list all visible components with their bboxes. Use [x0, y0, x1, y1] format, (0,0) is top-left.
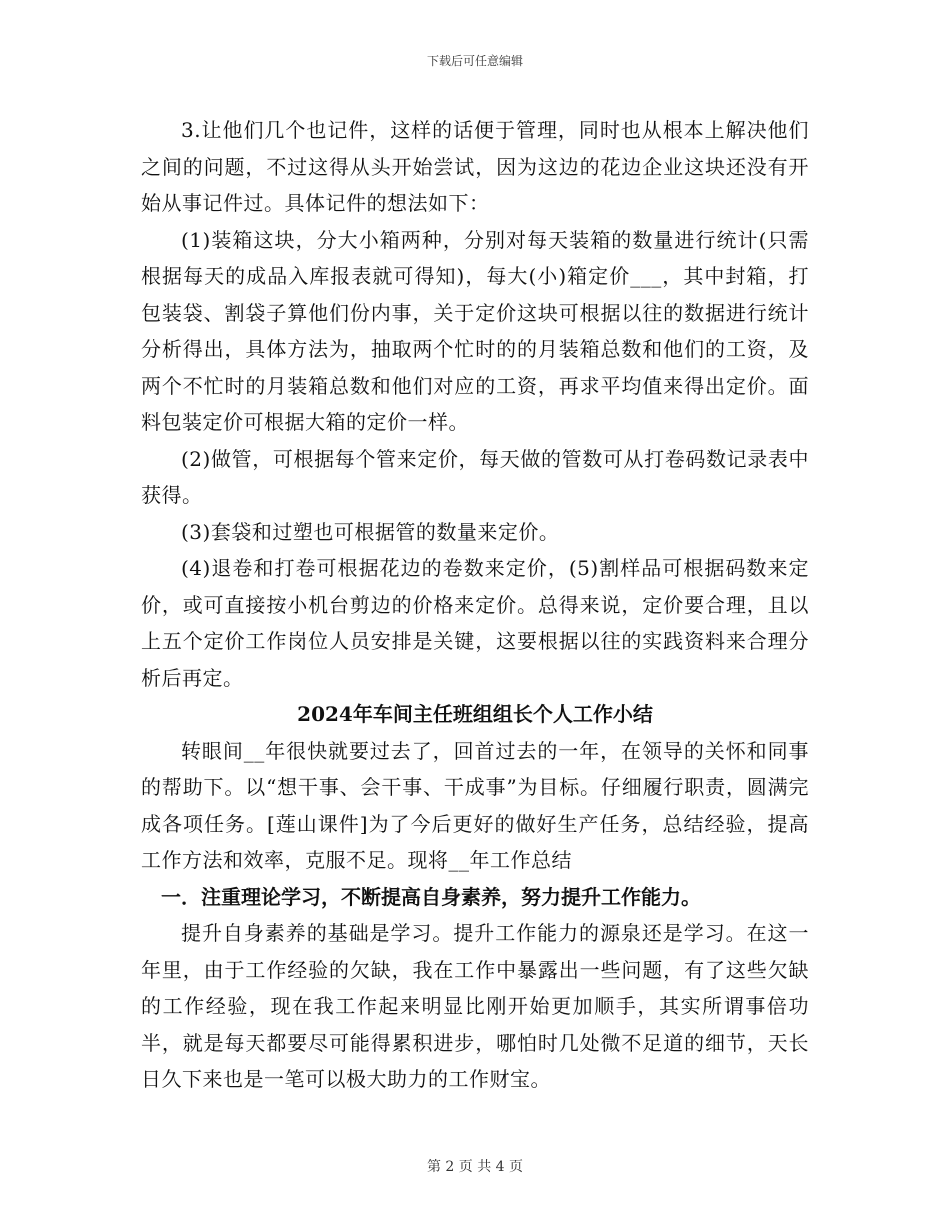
paragraph-packing: (1)装箱这块，分大小箱两种，分别对每天装箱的数量进行统计(只需根据每天的成品入库报表就可得知)，每大(小)箱定价___，其中封箱，打包装袋、割袋子算他们份内事，关于定价这块可根据以往的数据进行统计分析得出，具体方法为，抽取两个忙时的的月装箱总数和他们的工资，及两个不忙时的月装箱总数和他们对应的工资，再求平均值来得出定价。面料包装定价可根据大箱的定价一样。	[141, 227, 809, 434]
paragraph-bagging: (3)套袋和过塑也可根据管的数量来定价。	[181, 519, 560, 544]
page-header: 下载后可任意编辑	[426, 54, 523, 68]
document-title: 2024年车间主任班组组长个人工作小结	[297, 702, 653, 726]
paragraph-tube-making: (2)做管，可根据每个管来定价，每天做的管数可从打卷码数记录表中获得。	[141, 446, 809, 507]
document-body	[141, 112, 809, 1098]
paragraph-learning: 提升自身素养的基础是学习。提升工作能力的源泉还是学习。在这一年里，由于工作经验的欠缺，我在工作中暴露出一些问题，有了这些欠缺的工作经验，现在我工作起来明显比刚开始更加顺手，其实所谓事倍功半，就是每天都要尽可能得累积进步，哪怕时几处微不足道的细节，天长日久下来也是一笔可以极大助力的工作财宝。	[141, 921, 809, 1091]
paragraph-intro: 转眼间__年很快就要过去了，回首过去的一年，在领导的关怀和同事的帮助下。以“想干事、会干事、干成事”为目标。仔细履行职责，圆满完成各项任务。[莲山课件]为了今后更好的做好生产任务，总结经验，提高工作方法和效率，克服不足。现将__年工作总结	[141, 738, 809, 872]
page-footer: 第 2 页 共 4 页	[426, 1159, 524, 1175]
section-heading-1: 一．注重理论学习，不断提高自身素养，努力提升工作能力。	[161, 884, 701, 909]
paragraph-item-3: 3.让他们几个也记件，这样的话便于管理，同时也从根本上解决他们之间的问题，不过这得从头开始尝试，因为这边的花边企业这块还没有开始从事记件过。具体记件的想法如下：	[141, 118, 809, 215]
paragraph-rolling: (4)退卷和打卷可根据花边的卷数来定价，(5)割样品可根据码数来定价，或可直接按小机台剪边的价格来定价。总得来说，定价要合理，且以上五个定价工作岗位人员安排是关键，这要根据以往的实践资料来合理分析后再定。	[141, 556, 809, 690]
